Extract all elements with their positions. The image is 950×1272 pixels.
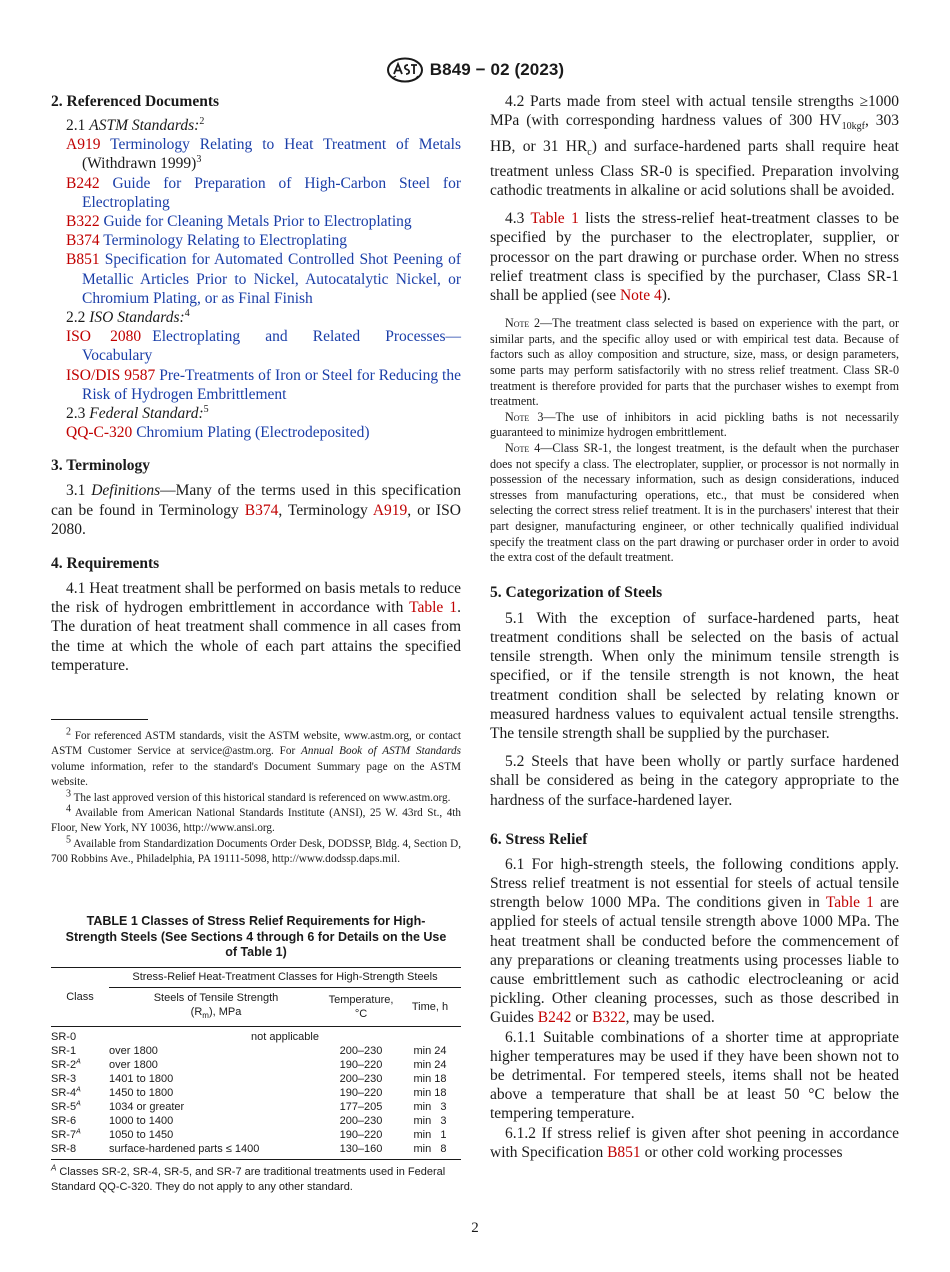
cell-strength: 1000 to 1400 (109, 1114, 174, 1127)
ref-code-link[interactable]: ISO/DIS 9587 (66, 366, 156, 384)
section-4-heading: 4. Requirements (51, 555, 160, 573)
cell-class: SR-6 (51, 1114, 77, 1127)
ref-title-link[interactable]: Pre-Treatments of Iron or Steel for Reducing the Risk of Hydrogen Embrittlement (82, 366, 461, 403)
table-1 (51, 914, 461, 1195)
section-6-heading: 6. Stress Relief (490, 830, 588, 848)
footnotes (51, 719, 461, 868)
paragraph-6-1-2: 6.1.2 If stress relief is given after shot peening in accordance with Specification B851 or other cold working processes (490, 1124, 899, 1161)
ref-title-link[interactable]: Guide for Preparation of High-Carbon Steel for Electroplating (82, 174, 461, 211)
stress-relief-table (51, 967, 461, 1160)
ref-code-link[interactable]: A919 (66, 136, 101, 154)
table-row (51, 1128, 461, 1142)
cell-temperature: 190–220 (339, 1058, 383, 1071)
cell-temperature: 190–220 (339, 1128, 383, 1141)
cell-strength: not applicable (251, 1030, 319, 1043)
ref-code-link[interactable]: B322 (66, 213, 100, 231)
ref-b242-link[interactable]: B242 (537, 1009, 572, 1027)
footnote-2: $^2$ For referenced ASTM standards, visit the ASTM website, www.astm.org, or contact ASTM Customer Service at service@astm.org. For Annual Book of ASTM Standards volume information, refer to the standard's Document Summary page on the ASTM website. (51, 726, 461, 789)
ref-b851 (51, 250, 461, 308)
ref-qq-c-320 (51, 423, 461, 442)
col-header-strength: Steels of Tensile Strength $(R_m)$, MPa (109, 987, 323, 1026)
federal-standard-label: 2.3 Federal Standard:$^5$ (66, 403, 209, 423)
table-1-footnote: $^A$ Classes SR-2, SR-4, SR-5, and SR-7 are traditional treatments used in Federal Standard QQ-C-320. They do not apply to any other standard. (51, 1163, 446, 1193)
ref-title-link[interactable]: Terminology Relating to Heat Treatment of Metals (110, 136, 461, 154)
section-2-heading: 2. Referenced Documents (51, 93, 220, 110)
table-row (51, 1026, 461, 1044)
ref-b322 (51, 212, 461, 231)
cell-strength: 1450 to 1800 (109, 1086, 174, 1099)
ref-code-link[interactable]: B374 (66, 232, 100, 250)
ref-a919: A919 Terminology Relating to Heat Treatment of Metals (Withdrawn 1999)$^3$ (66, 136, 461, 173)
col-header-time: Time, h (399, 987, 461, 1026)
cell-strength: over 1800 (109, 1058, 158, 1071)
cell-time: min 1 (413, 1128, 447, 1141)
col-header-temperature: Temperature, °C (323, 987, 399, 1026)
cell-class: $SR-5^A$ (51, 1100, 81, 1113)
cell-temperature: 200–230 (339, 1114, 383, 1127)
paragraph-5-2: 5.2 Steels that have been wholly or partly surface hardened shall be considered as being in the category appropriate to the hardness of the surface-hardened layer. (490, 753, 899, 809)
table-row (51, 1142, 461, 1160)
right-column (490, 92, 899, 1162)
ref-iso-9587 (51, 366, 461, 404)
ref-code-link[interactable]: B851 (66, 251, 100, 269)
table-1-link[interactable]: Table 1 (409, 599, 458, 617)
cell-temperature: 177–205 (339, 1100, 383, 1113)
ref-b374-link[interactable]: B374 (244, 501, 279, 519)
ref-title-link[interactable]: Electroplating and Related Processes—Vocabulary (82, 328, 461, 365)
cell-class: $SR-2^A$ (51, 1058, 81, 1071)
paragraph-5-1: 5.1 With the exception of surface-hardened parts, heat treatment conditions shall be selected on the basis of actual tensile strength. When only the minimum tensile strength is specified, or if the tensile strength is not known, the heat treatment condition shall be selected by relating known or measured hardness values to equivalent actual tensile strengths. The tensile strength shall be supplied by the purchaser. (490, 609, 899, 742)
cell-strength: 1401 to 1800 (109, 1072, 174, 1085)
cell-time: min 18 (413, 1072, 447, 1085)
table-row (51, 1114, 461, 1128)
paragraph-6-1-1: 6.1.1 Suitable combinations of a shorter time at appropriate higher temperatures may be used if they have been shown not to be detrimental. For tempered steels, items shall not be heated above a temperature that shall be at least 50 °C below the tempering temperature. (490, 1028, 899, 1123)
cell-class: $SR-7^A$ (51, 1128, 81, 1141)
table-1-link[interactable]: Table 1 (530, 210, 579, 228)
footnote-3: $^3$ The last approved version of this historical standard is referenced on www.astm.org. (66, 787, 451, 804)
ref-code-link[interactable]: B242 (66, 174, 100, 192)
table-row (51, 1058, 461, 1072)
ref-b374 (51, 231, 461, 250)
paragraph-6-1: 6.1 For high-strength steels, the following conditions apply. Stress relief treatment is not essential for steels of actual tensile strength below 1000 MPa. The conditions given in Table 1 are applied for steels of actual tensile strength above 1000 MPa. The heat treatment shall be conducted before the commencement of any preparations or cleaning treatments using processes liable to cause embrittlement such as cathodic electrocleaning or acid pickling. Other cleaning processes, such as those described in Guides B242 or B322, may be used. (490, 855, 899, 1027)
cell-strength: surface-hardened parts ≤ 1400 (109, 1142, 260, 1155)
astm-standards-label: 2.1 ASTM Standards:$^2$ (66, 115, 205, 134)
cell-class: $SR-4^A$ (51, 1086, 81, 1099)
table-1-link[interactable]: Table 1 (825, 894, 874, 912)
cell-time: min 24 (413, 1044, 447, 1057)
ref-code-link[interactable]: QQ-C-320 (66, 424, 133, 442)
footnote-rule (51, 719, 148, 720)
cell-class: SR-8 (51, 1142, 77, 1155)
ref-title-link[interactable]: Terminology Relating to Electroplating (103, 232, 348, 250)
page-number: 2 (471, 1220, 479, 1236)
paragraph-4-1: 4.1 Heat treatment shall be performed on basis metals to reduce the risk of hydrogen embrittlement in accordance with Table 1. The duration of heat treatment shall commence in all cases from the time at which the whole of each part attains the specified temperature. (51, 580, 461, 674)
paragraph-4-2: 4.2 Parts made from steel with actual tensile strengths ≥1000 MPa (with corresponding hardness values of 300 $HV_{10kgf}$, 303 HB, or 31 $HR_c$) and surface-hardened parts shall require heat treatment unless Class SR-0 is specified. Preparation involving cathodic treatments in alkaline or acid solutions shall be avoided. (490, 93, 899, 199)
cell-time: min 3 (413, 1114, 447, 1127)
document-number: B849 − 02 (2023) (429, 60, 565, 79)
left-column (51, 92, 461, 1193)
paragraph-4-3: 4.3 Table 1 lists the stress-relief heat-treatment classes to be specified by the purchaser to the electroplater, supplier, or processor on the part drawing or purchase order. When no stress relief treatment class is specified by the purchaser, Class SR-1 shall be applied (see Note 4). (490, 210, 899, 305)
cell-time: min 3 (413, 1100, 447, 1113)
table-1-title: TABLE 1 Classes of Stress Relief Requirements for High-Strength Steels (See Sections 4 through 6 for Details on the Use of Table 1) (65, 914, 447, 959)
page-header (0, 57, 950, 83)
ref-code-link[interactable]: ISO 2080 (66, 328, 142, 346)
cell-strength: 1050 to 1450 (109, 1128, 174, 1141)
ref-iso-2080 (51, 327, 461, 365)
note-3: Note 3—The use of inhibitors in acid pickling baths is not necessarily guaranteed to minimize hydrogen embrittlement. (490, 409, 899, 440)
note-4-link[interactable]: Note 4 (619, 287, 662, 305)
footnote-5: $^5$ Available from Standardization Documents Order Desk, DODSSP, Bldg. 4, Section D, 700 Robbins Ave., Philadelphia, PA 19111-5098, http://www.dodssp.daps.mil. (51, 834, 461, 866)
table-row (51, 1086, 461, 1100)
ref-title-link[interactable]: Chromium Plating (Electrodeposited) (136, 424, 370, 442)
cell-class: SR-1 (51, 1044, 77, 1057)
cell-temperature: 200–230 (339, 1072, 383, 1085)
table-row (51, 1100, 461, 1114)
col-header-class: Class (51, 967, 109, 1026)
ref-a919-link[interactable]: A919 (372, 501, 408, 519)
paragraph-3-1: 3.1 Definitions—Many of the terms used in this specification can be found in Terminology B374, Terminology A919, or ISO 2080. (51, 482, 461, 538)
cell-temperature: 200–230 (339, 1044, 383, 1057)
ref-title-link[interactable]: Guide for Cleaning Metals Prior to Electroplating (103, 213, 412, 231)
note-2: Note 2—The treatment class selected is based on experience with the part, or similar parts, and the specific alloy used or with empirical test data. Because of factors such as alloy composition and structure, size, mass, or design parameters, some parts may perform satisfactorily with no stress relief treatment. Class SR-0 treatment is therefore provided for parts that the purchaser wishes to exempt from treatment. (490, 316, 899, 409)
iso-standards-label: 2.2 ISO Standards:$^4$ (66, 307, 190, 327)
ref-title-link[interactable]: Specification for Automated Controlled Shot Peening of Metallic Articles Prior to Nickel, Autocatalytic Nickel, or Chromium Plating, or as Final Finish (82, 251, 461, 307)
section-3-heading: 3. Terminology (51, 457, 151, 475)
cell-time: min 8 (413, 1142, 447, 1155)
ref-b322-link[interactable]: B322 (592, 1009, 626, 1027)
ref-b242 (51, 174, 461, 212)
ref-b851-link[interactable]: B851 (607, 1143, 641, 1161)
col-group-header: Stress-Relief Heat-Treatment Classes for High-Strength Steels (109, 967, 461, 987)
cell-strength: 1034 or greater (109, 1100, 185, 1113)
section-5-heading: 5. Categorization of Steels (490, 583, 663, 601)
note-4: Note 4—Class SR-1, the longest treatment, is the default when the purchaser does not specify a class. The electroplater, supplier, or processor is not normally in possession of the necessary information, such as design considerations, induced stresses from manufacturing operations, etc., that must be considered when selecting the correct stress relief treatment. It is in the purchasers' interest that their part designer, manufacturing engineer, or other technically qualified individual specify the treatment class on the part drawing or purchaser order in order to avoid the extra cost of the default treatment. (490, 440, 899, 565)
cell-time: min 24 (413, 1058, 447, 1071)
table-row (51, 1044, 461, 1058)
cell-strength: over 1800 (109, 1044, 158, 1057)
astm-logo-icon (386, 57, 424, 83)
cell-class: SR-0 (51, 1030, 77, 1043)
footnote-4: $^4$ Available from American National Standards Institute (ANSI), 25 W. 43rd St., 4th Floor, New York, NY 10036, http://www.ansi.org. (51, 803, 461, 835)
table-row (51, 1072, 461, 1086)
cell-class: SR-3 (51, 1072, 77, 1085)
cell-temperature: 190–220 (339, 1086, 383, 1099)
cell-temperature: 130–160 (339, 1142, 383, 1155)
cell-time: min 18 (413, 1086, 447, 1099)
